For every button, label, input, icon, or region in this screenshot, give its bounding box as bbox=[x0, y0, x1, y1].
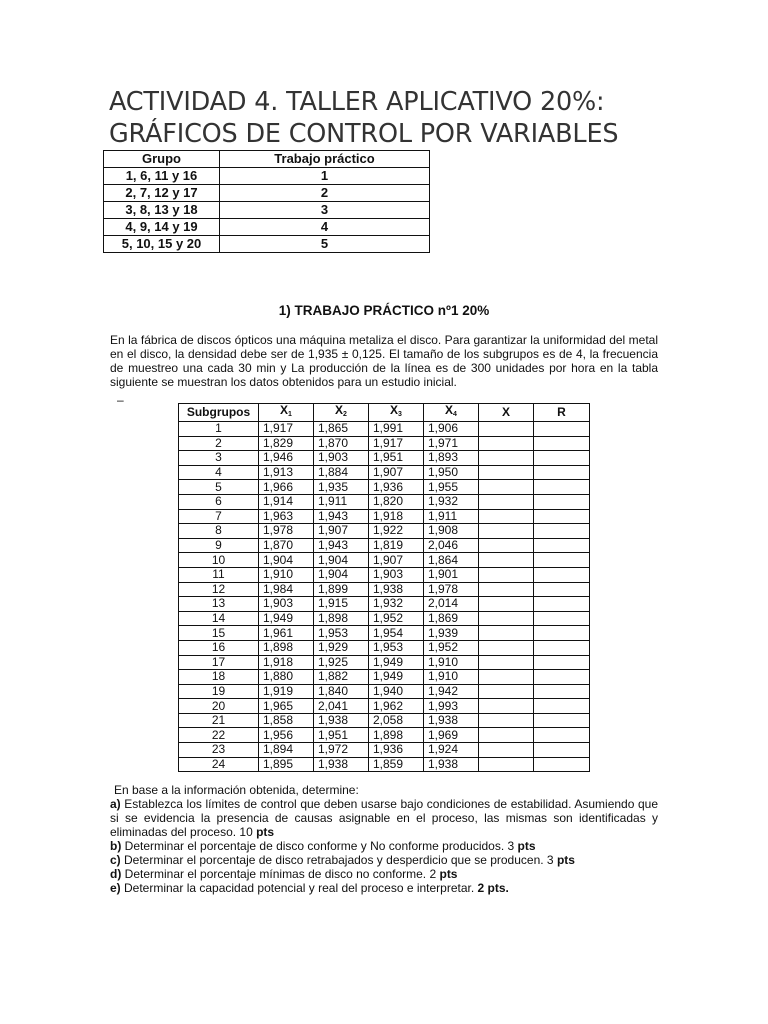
measurement-cell: 1,936 bbox=[369, 743, 424, 758]
subgroup-cell: 16 bbox=[179, 640, 259, 655]
header-x4: $X_4$ bbox=[424, 404, 479, 422]
measurement-cell: 1,951 bbox=[369, 451, 424, 466]
x-bar-cell bbox=[479, 699, 534, 714]
subgroup-cell: 23 bbox=[179, 743, 259, 758]
x-bar-cell bbox=[479, 436, 534, 451]
measurement-cell: 1,880 bbox=[259, 670, 314, 685]
subgroup-cell: 8 bbox=[179, 524, 259, 539]
measurement-cell: 1,938 bbox=[369, 582, 424, 597]
header-x2: $X_2$ bbox=[314, 404, 369, 422]
measurement-cell: 1,911 bbox=[424, 509, 479, 524]
question-item bbox=[110, 839, 658, 853]
measurement-cell: 1,984 bbox=[259, 582, 314, 597]
subgroup-cell: 7 bbox=[179, 509, 259, 524]
measurement-cell: 1,938 bbox=[424, 713, 479, 728]
r-cell bbox=[534, 480, 590, 495]
question-text: Determinar la capacidad potencial y real del proceso e interpretar. bbox=[120, 881, 478, 895]
x-bar-cell bbox=[479, 494, 534, 509]
measurement-cell: 1,898 bbox=[259, 640, 314, 655]
measurement-cell: 1,953 bbox=[369, 640, 424, 655]
table-row bbox=[179, 422, 590, 437]
measurement-cell: 1,864 bbox=[424, 553, 479, 568]
r-cell bbox=[534, 451, 590, 466]
x-bar-cell bbox=[479, 524, 534, 539]
measurement-cell: 1,917 bbox=[369, 436, 424, 451]
trabajo-cell: 4 bbox=[220, 219, 430, 236]
measurement-cell: 1,903 bbox=[259, 597, 314, 612]
document-title bbox=[109, 86, 618, 150]
measurement-cell: 1,940 bbox=[369, 684, 424, 699]
measurement-cell: 1,907 bbox=[369, 553, 424, 568]
r-cell bbox=[534, 538, 590, 553]
r-cell bbox=[534, 436, 590, 451]
question-text: Determinar el porcentaje de disco retrabajados y desperdicio que se producen. 3 bbox=[120, 853, 557, 867]
r-cell bbox=[534, 670, 590, 685]
x-bar-cell bbox=[479, 509, 534, 524]
x-bar-cell bbox=[479, 655, 534, 670]
subgroup-cell: 19 bbox=[179, 684, 259, 699]
measurement-cell: 2,058 bbox=[369, 713, 424, 728]
subgroup-cell: 21 bbox=[179, 713, 259, 728]
measurement-cell: 1,978 bbox=[424, 582, 479, 597]
group-table-header bbox=[104, 151, 430, 168]
measurement-cell: 1,946 bbox=[259, 451, 314, 466]
x-bar-cell bbox=[479, 728, 534, 743]
measurement-cell: 1,918 bbox=[369, 509, 424, 524]
r-cell bbox=[534, 699, 590, 714]
question-points: pts bbox=[517, 839, 536, 853]
table-row bbox=[179, 494, 590, 509]
header-x3: $X_3$ bbox=[369, 404, 424, 422]
question-label: d) bbox=[110, 867, 122, 881]
question-item bbox=[110, 797, 658, 839]
problem-paragraph: En la fábrica de discos ópticos una máquina metaliza el disco. Para garantizar la uniformidad del metal en el disco, la densidad debe ser de 1,935 ± 0,125. El tamaño de los subgrupos es de 4, la frecuencia de muestreo una cada 30 min y La producción de la línea es de 300 unidades por hora en la tabla siguiente se muestran los datos obtenidos para un estudio inicial. bbox=[110, 333, 658, 389]
x-bar-cell bbox=[479, 422, 534, 437]
question-text: Determinar el porcentaje mínimas de disco no conforme. 2 bbox=[121, 867, 440, 881]
questions-intro: En base a la información obtenida, determine: bbox=[114, 783, 359, 797]
measurement-cell: 1,893 bbox=[424, 451, 479, 466]
table-row bbox=[179, 509, 590, 524]
x-bar-cell bbox=[479, 538, 534, 553]
group-row bbox=[104, 185, 430, 202]
measurement-cell: 1,965 bbox=[259, 699, 314, 714]
measurement-cell: 1,910 bbox=[424, 655, 479, 670]
group-table bbox=[103, 150, 430, 253]
table-row bbox=[179, 626, 590, 641]
measurement-cell: 1,949 bbox=[369, 655, 424, 670]
measurement-cell: 1,858 bbox=[259, 713, 314, 728]
x-bar-cell bbox=[479, 743, 534, 758]
group-cell: 3, 8, 13 y 18 bbox=[104, 202, 220, 219]
measurement-cell: 1,899 bbox=[314, 582, 369, 597]
group-cell: 5, 10, 15 y 20 bbox=[104, 236, 220, 253]
subgroup-cell: 18 bbox=[179, 670, 259, 685]
measurement-cell: 1,939 bbox=[424, 626, 479, 641]
table-row bbox=[179, 640, 590, 655]
measurement-cell: 1,820 bbox=[369, 494, 424, 509]
measurement-cell: 1,963 bbox=[259, 509, 314, 524]
table-row bbox=[179, 597, 590, 612]
subgroup-cell: 15 bbox=[179, 626, 259, 641]
x-bar-cell bbox=[479, 757, 534, 772]
measurement-cell: 1,938 bbox=[314, 713, 369, 728]
measurement-cell: 2,041 bbox=[314, 699, 369, 714]
subgroup-cell: 20 bbox=[179, 699, 259, 714]
table-row bbox=[179, 713, 590, 728]
subgroup-cell: 4 bbox=[179, 465, 259, 480]
subgroup-cell: 5 bbox=[179, 480, 259, 495]
measurement-cell: 1,906 bbox=[424, 422, 479, 437]
measurement-cell: 1,943 bbox=[314, 538, 369, 553]
measurement-cell: 1,870 bbox=[259, 538, 314, 553]
measurement-cell: 1,907 bbox=[369, 465, 424, 480]
measurement-cell: 1,910 bbox=[424, 670, 479, 685]
header-x-bar: X bbox=[479, 404, 534, 422]
x-bar-cell bbox=[479, 451, 534, 466]
measurement-cell: 1,949 bbox=[259, 611, 314, 626]
header-trabajo-practico: Trabajo práctico bbox=[220, 151, 430, 168]
question-text: Establezca los límites de control que deben usarse bajo condiciones de estabilidad. Asumiendo que si se evidencia la presencia de causas asignable en el proceso, las mismas son identificadas y eliminadas del proceso. 10 bbox=[110, 797, 658, 839]
measurement-cell: 1,932 bbox=[424, 494, 479, 509]
questions-block bbox=[110, 783, 658, 895]
measurement-cell: 1,911 bbox=[314, 494, 369, 509]
measurement-cell: 1,952 bbox=[369, 611, 424, 626]
subgroup-cell: 11 bbox=[179, 567, 259, 582]
x-bar-cell bbox=[479, 597, 534, 612]
question-label: b) bbox=[110, 839, 122, 853]
x-bar-cell bbox=[479, 626, 534, 641]
measurement-cell: 1,932 bbox=[369, 597, 424, 612]
r-cell bbox=[534, 757, 590, 772]
subgroup-cell: 6 bbox=[179, 494, 259, 509]
measurement-cell: 1,962 bbox=[369, 699, 424, 714]
measurement-cell: 1,913 bbox=[259, 465, 314, 480]
measurement-cell: 1,953 bbox=[314, 626, 369, 641]
measurement-cell: 1,910 bbox=[259, 567, 314, 582]
group-row bbox=[104, 202, 430, 219]
measurement-cell: 1,819 bbox=[369, 538, 424, 553]
r-cell bbox=[534, 509, 590, 524]
measurement-cell: 1,929 bbox=[314, 640, 369, 655]
measurement-cell: 2,014 bbox=[424, 597, 479, 612]
x-bar-cell bbox=[479, 611, 534, 626]
measurement-cell: 1,865 bbox=[314, 422, 369, 437]
question-label: a) bbox=[110, 797, 121, 811]
table-row bbox=[179, 465, 590, 480]
subgroup-cell: 22 bbox=[179, 728, 259, 743]
group-cell: 2, 7, 12 y 17 bbox=[104, 185, 220, 202]
measurement-cell: 1,951 bbox=[314, 728, 369, 743]
measurement-cell: 1,954 bbox=[369, 626, 424, 641]
question-label: e) bbox=[110, 881, 121, 895]
table-row bbox=[179, 538, 590, 553]
measurement-cell: 1,840 bbox=[314, 684, 369, 699]
trabajo-cell: 2 bbox=[220, 185, 430, 202]
measurement-cell: 1,904 bbox=[314, 567, 369, 582]
measurement-cell: 1,904 bbox=[314, 553, 369, 568]
measurement-cell: 1,971 bbox=[424, 436, 479, 451]
measurement-cell: 1,859 bbox=[369, 757, 424, 772]
measurement-cell: 1,870 bbox=[314, 436, 369, 451]
r-cell bbox=[534, 465, 590, 480]
table-row bbox=[179, 728, 590, 743]
dash-mark: – bbox=[117, 393, 124, 407]
measurement-cell: 1,952 bbox=[424, 640, 479, 655]
subgroup-cell: 12 bbox=[179, 582, 259, 597]
measurement-cell: 1,908 bbox=[424, 524, 479, 539]
r-cell bbox=[534, 684, 590, 699]
r-cell bbox=[534, 655, 590, 670]
group-row bbox=[104, 236, 430, 253]
measurement-cell: 1,919 bbox=[259, 684, 314, 699]
table-row bbox=[179, 670, 590, 685]
x-bar-cell bbox=[479, 684, 534, 699]
r-cell bbox=[534, 524, 590, 539]
data-table bbox=[178, 403, 590, 772]
table-row bbox=[179, 524, 590, 539]
measurement-cell: 1,922 bbox=[369, 524, 424, 539]
x-bar-cell bbox=[479, 670, 534, 685]
trabajo-cell: 1 bbox=[220, 168, 430, 185]
section-title: 1) TRABAJO PRÁCTICO nº1 20% bbox=[278, 303, 490, 318]
measurement-cell: 1,917 bbox=[259, 422, 314, 437]
question-item bbox=[110, 867, 658, 881]
table-row bbox=[179, 451, 590, 466]
group-row bbox=[104, 168, 430, 185]
measurement-cell: 1,914 bbox=[259, 494, 314, 509]
trabajo-cell: 3 bbox=[220, 202, 430, 219]
measurement-cell: 1,904 bbox=[259, 553, 314, 568]
r-cell bbox=[534, 728, 590, 743]
measurement-cell: 2,046 bbox=[424, 538, 479, 553]
question-points: pts bbox=[556, 853, 575, 867]
r-cell bbox=[534, 626, 590, 641]
table-row bbox=[179, 611, 590, 626]
question-text: Determinar el porcentaje de disco conforme y No conforme producidos. 3 bbox=[121, 839, 518, 853]
table-row bbox=[179, 655, 590, 670]
table-row bbox=[179, 699, 590, 714]
table-row bbox=[179, 684, 590, 699]
r-cell bbox=[534, 611, 590, 626]
subgroup-cell: 14 bbox=[179, 611, 259, 626]
measurement-cell: 1,938 bbox=[424, 757, 479, 772]
data-table-header bbox=[179, 404, 590, 422]
measurement-cell: 1,884 bbox=[314, 465, 369, 480]
measurement-cell: 1,978 bbox=[259, 524, 314, 539]
subgroup-cell: 9 bbox=[179, 538, 259, 553]
x-bar-cell bbox=[479, 713, 534, 728]
measurement-cell: 1,950 bbox=[424, 465, 479, 480]
subgroup-cell: 24 bbox=[179, 757, 259, 772]
table-row bbox=[179, 480, 590, 495]
r-cell bbox=[534, 640, 590, 655]
measurement-cell: 1,969 bbox=[424, 728, 479, 743]
table-row bbox=[179, 553, 590, 568]
x-bar-cell bbox=[479, 553, 534, 568]
measurement-cell: 1,993 bbox=[424, 699, 479, 714]
measurement-cell: 1,898 bbox=[369, 728, 424, 743]
header-grupo: Grupo bbox=[104, 151, 220, 168]
table-row bbox=[179, 436, 590, 451]
measurement-cell: 1,961 bbox=[259, 626, 314, 641]
question-item bbox=[110, 853, 658, 867]
measurement-cell: 1,938 bbox=[314, 757, 369, 772]
measurement-cell: 1,895 bbox=[259, 757, 314, 772]
title-line-1: ACTIVIDAD 4. TALLER APLICATIVO 20%: bbox=[109, 87, 605, 117]
header-r: R bbox=[534, 404, 590, 422]
r-cell bbox=[534, 743, 590, 758]
group-row bbox=[104, 219, 430, 236]
subgroup-cell: 1 bbox=[179, 422, 259, 437]
measurement-cell: 1,901 bbox=[424, 567, 479, 582]
x-bar-cell bbox=[479, 567, 534, 582]
group-cell: 4, 9, 14 y 19 bbox=[104, 219, 220, 236]
measurement-cell: 1,882 bbox=[314, 670, 369, 685]
r-cell bbox=[534, 597, 590, 612]
measurement-cell: 1,907 bbox=[314, 524, 369, 539]
measurement-cell: 1,956 bbox=[259, 728, 314, 743]
x-bar-cell bbox=[479, 640, 534, 655]
table-row bbox=[179, 743, 590, 758]
measurement-cell: 1,936 bbox=[369, 480, 424, 495]
measurement-cell: 1,949 bbox=[369, 670, 424, 685]
measurement-cell: 1,925 bbox=[314, 655, 369, 670]
r-cell bbox=[534, 567, 590, 582]
measurement-cell: 1,955 bbox=[424, 480, 479, 495]
question-points: pts bbox=[439, 867, 458, 881]
measurement-cell: 1,915 bbox=[314, 597, 369, 612]
question-points: 2 pts. bbox=[477, 881, 509, 895]
measurement-cell: 1,942 bbox=[424, 684, 479, 699]
measurement-cell: 1,894 bbox=[259, 743, 314, 758]
subgroup-cell: 2 bbox=[179, 436, 259, 451]
measurement-cell: 1,898 bbox=[314, 611, 369, 626]
measurement-cell: 1,829 bbox=[259, 436, 314, 451]
subgroup-cell: 10 bbox=[179, 553, 259, 568]
trabajo-cell: 5 bbox=[220, 236, 430, 253]
group-cell: 1, 6, 11 y 16 bbox=[104, 168, 220, 185]
header-subgrupos: Subgrupos bbox=[179, 404, 259, 422]
measurement-cell: 1,972 bbox=[314, 743, 369, 758]
subgroup-cell: 17 bbox=[179, 655, 259, 670]
r-cell bbox=[534, 422, 590, 437]
measurement-cell: 1,924 bbox=[424, 743, 479, 758]
measurement-cell: 1,903 bbox=[314, 451, 369, 466]
r-cell bbox=[534, 713, 590, 728]
measurement-cell: 1,991 bbox=[369, 422, 424, 437]
question-label: c) bbox=[110, 853, 121, 867]
question-item bbox=[110, 881, 658, 895]
header-x1: $X_1$ bbox=[259, 404, 314, 422]
measurement-cell: 1,943 bbox=[314, 509, 369, 524]
table-row bbox=[179, 567, 590, 582]
x-bar-cell bbox=[479, 465, 534, 480]
table-row bbox=[179, 757, 590, 772]
measurement-cell: 1,869 bbox=[424, 611, 479, 626]
r-cell bbox=[534, 582, 590, 597]
measurement-cell: 1,935 bbox=[314, 480, 369, 495]
subgroup-cell: 13 bbox=[179, 597, 259, 612]
measurement-cell: 1,903 bbox=[369, 567, 424, 582]
r-cell bbox=[534, 553, 590, 568]
title-line-2: GRÁFICOS DE CONTROL POR VARIABLES bbox=[109, 119, 619, 149]
r-cell bbox=[534, 494, 590, 509]
table-row bbox=[179, 582, 590, 597]
x-bar-cell bbox=[479, 582, 534, 597]
subgroup-cell: 3 bbox=[179, 451, 259, 466]
x-bar-cell bbox=[479, 480, 534, 495]
measurement-cell: 1,966 bbox=[259, 480, 314, 495]
measurement-cell: 1,918 bbox=[259, 655, 314, 670]
question-points: pts bbox=[256, 825, 275, 839]
